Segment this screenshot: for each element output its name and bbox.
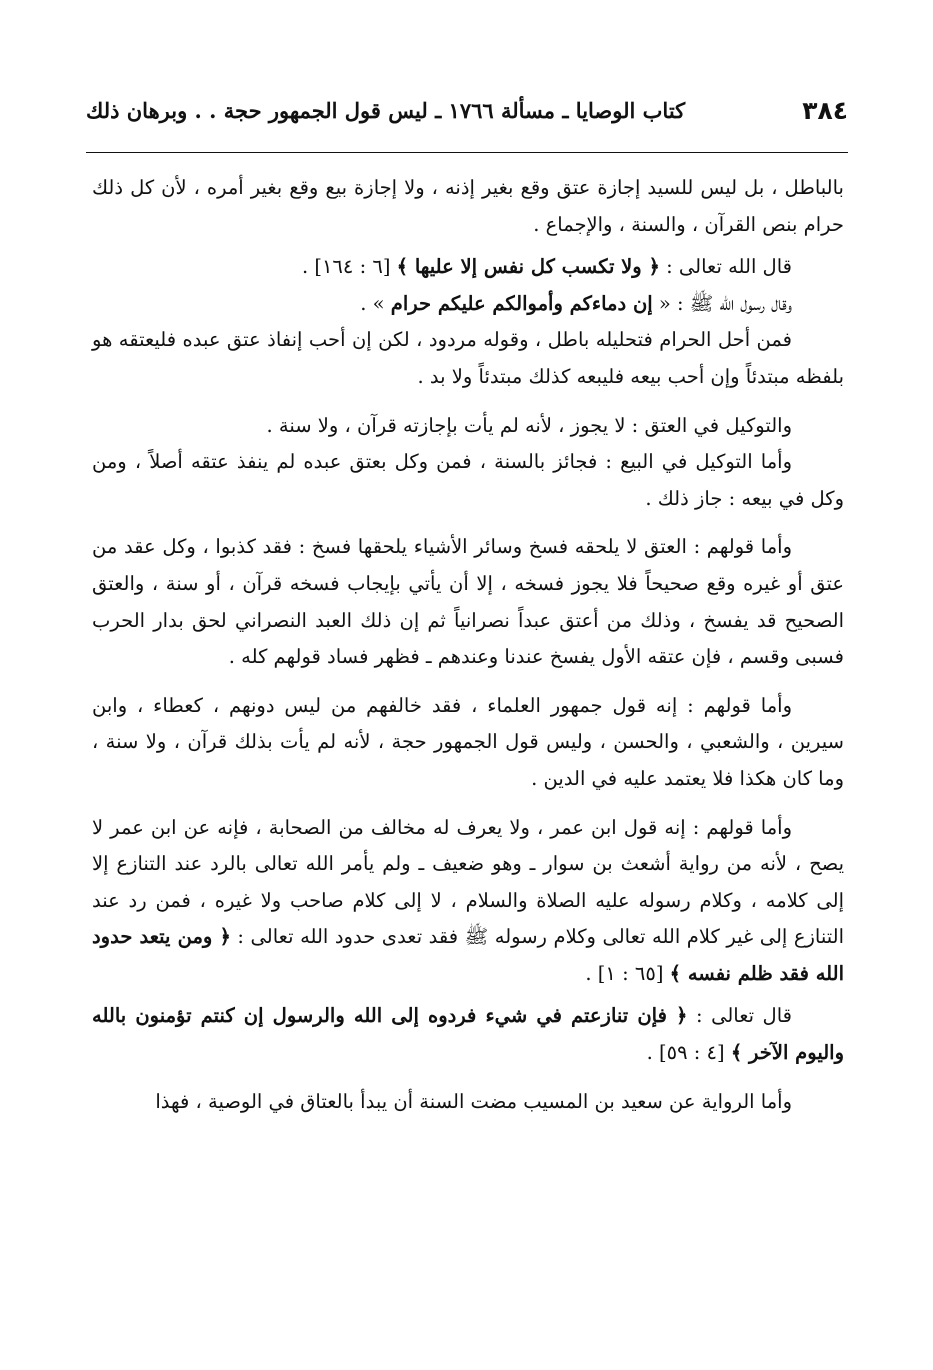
- paragraph: [92, 286, 844, 323]
- verse-reference: [٤ : ٥٩] .: [646, 1041, 731, 1065]
- quran-quote: ﴿ ولا تكسب كل نفس إلا عليها ﴾: [396, 255, 660, 279]
- verse-reference: [٦٥ : ١] .: [585, 961, 670, 985]
- paragraph-text: قال تعالى :: [687, 1004, 792, 1028]
- paragraph: فمن أحل الحرام فتحليله باطل ، وقوله مردود ، لكن إن أحب إنفاذ عتق عبده فليعتقه هو بلفظه مبتدئاً وإن أحب بيعه فليبعه كذلك مبتدئاً ولا بد .: [92, 328, 844, 388]
- running-title: كتاب الوصايا ـ مسألة ١٧٦٦ ـ ليس قول الجمهور حجة . . وبرهان ذلك: [86, 98, 686, 123]
- quran-quote: ﴿ ومن يتعد حدود الله فقد ظلم نفسه ﴾: [92, 925, 844, 985]
- paragraph-text: » .: [360, 291, 391, 315]
- paragraph: وأما قولهم : إنه قول جمهور العلماء ، فقد خالفهم من ليس دونهم ، كعطاء ، وابن سيرين ، والشعبي ، والحسن ، وليس قول الجمهور حجة ، لأنه لم يأت بذلك قرآن ، ولا سنة ، وما كان هكذا فلا يعتمد عليه في الدين .: [92, 693, 844, 790]
- paragraph: بالباطل ، بل ليس للسيد إجازة عتق وقع بغير إذنه ، ولا إجازة بيع وقع بغير أمره ، لأن كل ذلك حرام بنص القرآن ، والسنة ، والإجماع .: [92, 176, 844, 236]
- paragraph: وأما قولهم : العتق لا يلحقه فسخ وسائر الأشياء يلحقها فسخ : فقد كذبوا ، وكل عقد من عتق أو غيره وقع صحيحاً فلا يجوز فسخه ، إلا أن يأتي بإيجاب فسخه قرآن ، أو سنة ، والعتق الصحيح قد يفسخ ، وذلك من أعتق عبداً نصرانياً ثم إن ذلك العبد النصراني لحق بدار الحرب فسبى وقسم ، فإن عتقه الأول يفسخ عندنا وعندهم ـ فظهر فساد قولهم كله .: [92, 535, 844, 669]
- verse-reference: [٦ : ١٦٤] .: [301, 255, 397, 279]
- paragraph: [92, 249, 844, 286]
- page-header: [86, 92, 848, 140]
- paragraph: وأما الرواية عن سعيد بن المسيب مضت السنة أن يبدأ بالعتاق في الوصية ، فهذا: [155, 1089, 792, 1113]
- paragraph-text: وأما قولهم : إنه قول ابن عمر ، ولا يعرف له مخالف من الصحابة ، فإنه عن ابن عمر لا يصح ، لأنه من رواية أشعث بن سوار ـ وهو ضعيف ـ ولم يأمر الله تعالى بالرد عند التنازع إلا إلى كلامه ، وكلام رسوله عليه الصلاة والسلام ، لا إلى كلام صاحب ولا غيره ، فمن رد عند التنازع إلى غير كلام الله تعالى وكلام رسوله ﷺ فقد تعدى حدود الله تعالى :: [92, 815, 845, 949]
- paragraph: وأما التوكيل في البيع : فجائز بالسنة ، فمن وكل بعتق عبده لم ينفذ عتقه أصلاً ، ومن وكل في بيعه : جاز ذلك .: [92, 450, 844, 510]
- page-number: ٣٨٤: [802, 96, 848, 125]
- hadith-quote: إن دماءكم وأموالكم عليكم حرام: [390, 291, 653, 315]
- paragraph: [92, 810, 844, 993]
- header-rule: [86, 152, 848, 153]
- paragraph: والتوكيل في العتق : لا يجوز ، لأنه لم يأت بإجازته قرآن ، ولا سنة .: [266, 413, 792, 437]
- page-body: [92, 170, 844, 1120]
- paragraph-text: وقال رسول الله ﷺ : «: [652, 291, 792, 315]
- paragraph-text: قال الله تعالى :: [659, 255, 792, 279]
- paragraph: [92, 998, 844, 1071]
- quran-quote: ﴿ فإن تنازعتم في شيء فردوه إلى الله والرسول إن كنتم تؤمنون بالله واليوم الآخر ﴾: [92, 1004, 844, 1065]
